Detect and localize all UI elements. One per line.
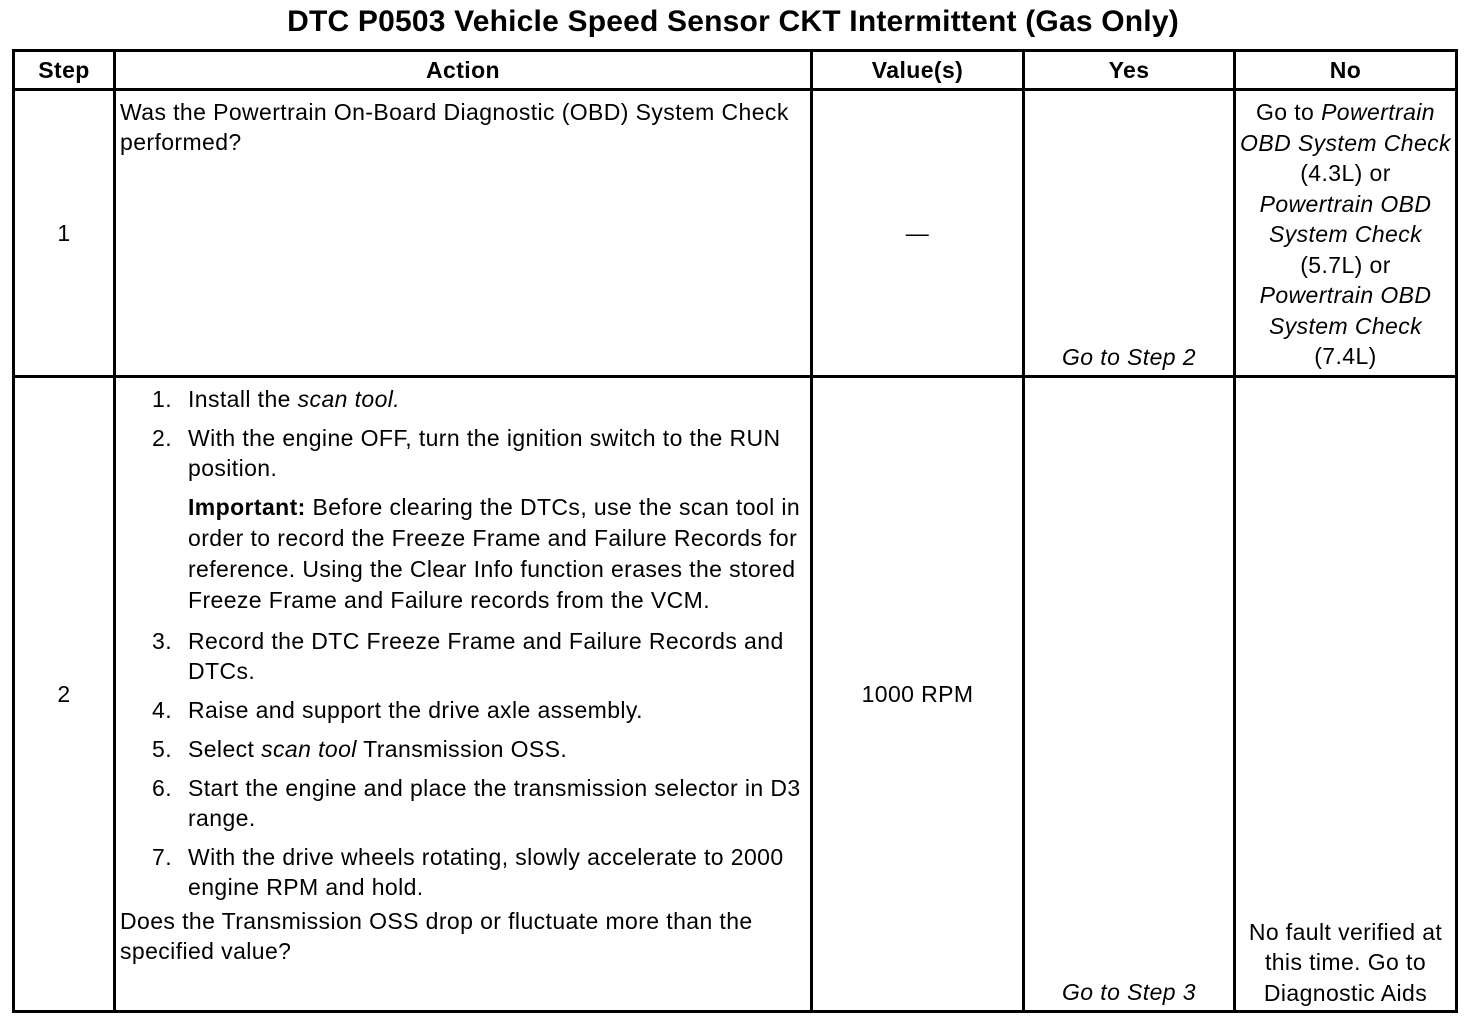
header-action: Action (115, 51, 812, 90)
header-step: Step (14, 51, 115, 90)
no-link-powertrain-obd-7-4l[interactable]: Powertrain OBD System Check (1259, 282, 1432, 339)
value-cell: 1000 RPM (812, 377, 1024, 1012)
procedure-steps (120, 626, 802, 902)
diagnostic-table (12, 49, 1458, 1013)
table-row (14, 377, 1457, 1012)
step-number: 2 (14, 377, 115, 1012)
no-link-powertrain-obd-4-3l[interactable]: Powertrain OBD System Check (1240, 99, 1451, 156)
procedure-step: 6. Start the engine and place the transmission selector in D3 range. (152, 775, 801, 831)
no-link-diagnostic-aids[interactable]: No fault verified at this time. Go to Diagnostic Aids (1235, 377, 1457, 1012)
yes-link[interactable]: Go to Step 2 (1024, 90, 1235, 377)
question-text: Does the Transmission OSS drop or fluctuate more than the specified value? (120, 908, 753, 964)
step-number: 1 (14, 90, 115, 377)
header-yes: Yes (1024, 51, 1235, 90)
yes-link[interactable]: Go to Step 3 (1024, 377, 1235, 1012)
no-go-to: Go to (1256, 99, 1315, 125)
no-variant-5-7l: (5.7L) or (1300, 251, 1391, 278)
value-dash: — (905, 219, 930, 246)
procedure-step: 3. Record the DTC Freeze Frame and Failure Records and DTCs. (152, 628, 784, 684)
procedure-step: 4. Raise and support the drive axle assembly. (152, 697, 643, 723)
important-text: Before clearing the DTCs, use the scan tool in order to record the Freeze Frame and Failure Records for reference. Using the Clear Info function erases the stored Freeze Frame and Failure records from the VCM. (188, 494, 801, 613)
no-cell (1235, 90, 1457, 377)
important-note (120, 492, 802, 616)
procedure-step: 5. Select scan tool Transmission OSS. (152, 736, 568, 762)
no-link-powertrain-obd-5-7l[interactable]: Powertrain OBD System Check (1259, 190, 1432, 247)
procedure-steps (120, 384, 802, 483)
procedure-step: 1. Install the scan tool. (152, 386, 401, 412)
procedure-step: 2. With the engine OFF, turn the ignition switch to the RUN position. (152, 425, 781, 481)
table-row (14, 90, 1457, 377)
no-variant-7-4l: (7.4L) (1314, 343, 1377, 369)
header-no: No (1235, 51, 1457, 90)
important-label: Important: (188, 494, 306, 520)
value-cell (812, 90, 1024, 377)
page-title: DTC P0503 Vehicle Speed Sensor CKT Intermittent (Gas Only) (287, 5, 1179, 38)
header-row (14, 51, 1457, 90)
no-variant-4-3l: (4.3L) or (1300, 160, 1391, 186)
action-text: Was the Powertrain On-Board Diagnostic (OBD) System Check performed? (115, 90, 812, 377)
action-cell (115, 377, 812, 1012)
header-values: Value(s) (812, 51, 1024, 90)
procedure-step: 7. With the drive wheels rotating, slowly accelerate to 2000 engine RPM and hold. (152, 844, 784, 900)
